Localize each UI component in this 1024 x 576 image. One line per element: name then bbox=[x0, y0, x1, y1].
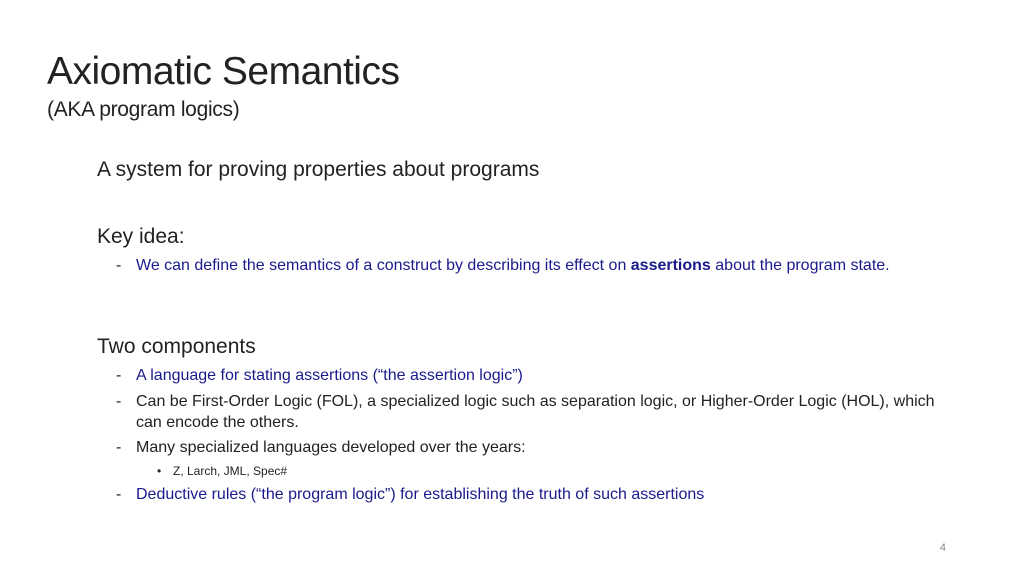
sub-item bbox=[157, 463, 287, 479]
component-item bbox=[116, 484, 956, 505]
sub-item-text: Z, Larch, JML, Spec# bbox=[173, 464, 288, 478]
component-item bbox=[116, 365, 956, 386]
component-item-text: A language for stating assertions (“the assertion logic”) bbox=[136, 367, 523, 384]
dash-bullet: - bbox=[116, 257, 122, 274]
component-item-text: Can be First-Order Logic (FOL), a specialized logic such as separation logic, or Higher-Order Logic (HOL), which can encode the others. bbox=[136, 393, 935, 431]
intro-text: A system for proving properties about programs bbox=[97, 158, 540, 181]
component-item bbox=[116, 437, 956, 458]
sub-bullet: • bbox=[157, 464, 162, 478]
slide-subtitle: (AKA program logics) bbox=[47, 98, 240, 121]
dash-bullet: - bbox=[116, 393, 122, 410]
key-idea-bold: assertions bbox=[630, 257, 711, 274]
page-number: 4 bbox=[939, 542, 946, 554]
dash-bullet: - bbox=[116, 367, 122, 384]
slide-title: Axiomatic Semantics bbox=[47, 50, 400, 93]
component-item-text: Deductive rules (“the program logic”) for establishing the truth of such assertions bbox=[136, 486, 705, 503]
dash-bullet: - bbox=[116, 439, 122, 456]
component-item bbox=[116, 391, 956, 433]
key-idea-text-before: We can define the semantics of a construct by describing its effect on bbox=[136, 257, 631, 274]
key-idea-heading: Key idea: bbox=[97, 225, 185, 248]
key-idea-text-after: about the program state. bbox=[710, 257, 890, 274]
dash-bullet: - bbox=[116, 486, 122, 503]
key-idea-text bbox=[136, 255, 956, 276]
components-heading: Two components bbox=[97, 335, 256, 358]
component-item-text: Many specialized languages developed over the years: bbox=[136, 439, 526, 456]
key-idea-bullet bbox=[116, 255, 956, 276]
